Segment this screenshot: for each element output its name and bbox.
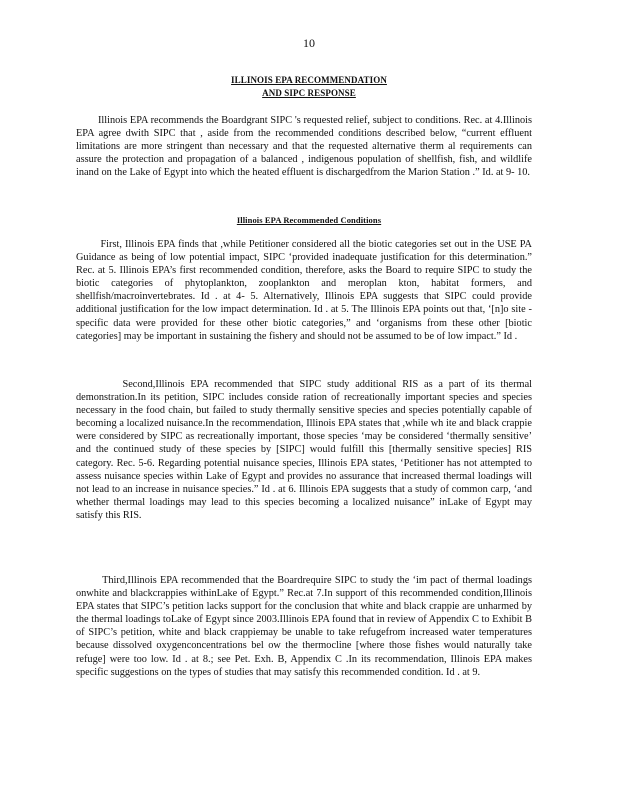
page-number: 10 [303, 36, 315, 50]
paragraph-first-condition: First, Illinois EPA finds that ,while Petitioner considered all the biotic categories set out in the USE PA Guidance as being of low potential impact, SIPC ‘provided inadequate justification for this determination.” Rec. at 5. Illinois EPA’s first recommended condition, therefore, asks the Board to require SIPC to study the biotic categories of phytoplankton, zooplankton and meroplan kton, habitat formers, and shellfish/macroinvertebrates. Id . at 4- 5. Alternatively, Illinois EPA suggests that SIPC could provide additional justification for the low impact determination. Id . at 5. The Illinois EPA points out that, ‘[n]o site -specific data were provided for these other biotic categories,” and ‘organisms from these other [biotic categories] may be important in sustaining the fishery and should not be assumed to be of low impact.” Id . [76, 239, 532, 342]
section-heading [0, 74, 618, 100]
section-heading-line1: ILLINOIS EPA RECOMMENDATION [231, 75, 387, 85]
subsection-heading: Illinois EPA Recommended Conditions [236, 215, 382, 225]
paragraph-recommendation-summary: Illinois EPA recommends the Boardgrant SIPC 's requested relief, subject to conditions. Rec. at 4.Illinois EPA agree dwith SIPC that , aside from the recommended conditions described below, “current effluent limitations are more stringent than necessary and that the requested alternative therm al requirements can assure the protection and propagation of a balanced , indigenous population of shellfish, fish, and wildlife inand on the Lake of Egypt into which the heated effluent is dischargedfrom the Marion Station .” Id. at 9- 10. [76, 115, 532, 179]
section-heading-line2: AND SIPC RESPONSE [262, 88, 356, 98]
paragraph-third-condition: Third,Illinois EPA recommended that the Boardrequire SIPC to study the ‘im pact of thermal loadings onwhite and blackcrappies withinLake of Egypt.” Rec.at 7.In support of this recommended condition,Illinois EPA states that SIPC’s petition lacks support for the conclusion that white and black crappie are unharmed by the thermal loadings toLake of Egypt since 2003.Illinois EPA found that in review of Appendix C to Exhibit B of SIPC’s petition, white and black crappiemay be unable to take refugefrom increased water temperatures because dissolved oxygenconcentrations bel ow the thermocline [where those fishes would naturally take refuge] were too low. Id . at 8.; see Pet. Exh. B, Appendix C .In its recommendation, Illinois EPA makes specific suggestions on the types of studies that may satisfy this recommended condition. Id . at 9. [76, 575, 532, 678]
paragraph-second-condition: Second,Illinois EPA recommended that SIPC study additional RIS as a part of its thermal demonstration.In its petition, SIPC includes conside ration of recreationally important species and species necessary in the food chain, but failed to study thermally sensitive species and species potentially capable of becoming a localized nuisance.In the recommendation, Illinois EPA states that ,while wh ite and black crappie were considered by SIPC as recreationally important, those species ‘may be considered ‘thermally sensitive’ and the continued study of these species by [SIPC] would fulfill this [thermally sensitive species] RIS category. Rec. 5-6. Regarding potential nuisance species, Illinois EPA states, ‘Petitioner has not attempted to assess nuisance species within Lake of Egypt and provides no assurance that increased thermal loadings will not lead to an increase in nuisance species.” Id . at 6. Illinois EPA suggests that a study of common carp, ‘and whether thermal loadings may lead to this species becoming a localized nuisance” inLake of Egypt may satisfy this RIS. [76, 379, 532, 521]
